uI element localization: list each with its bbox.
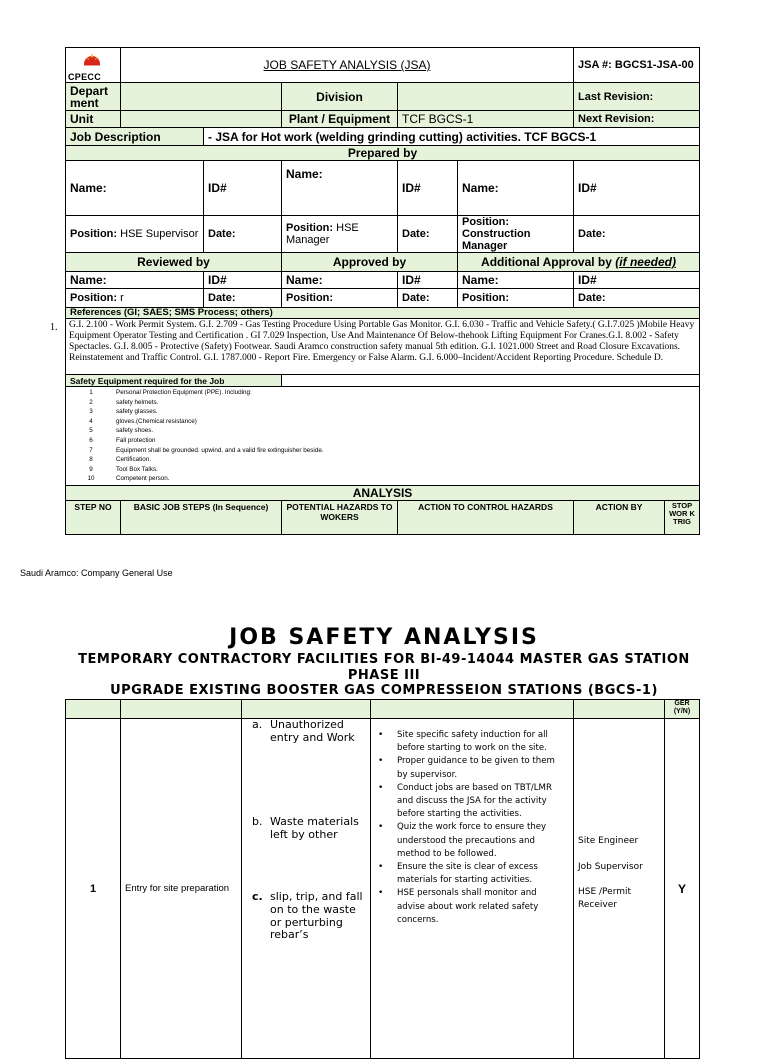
reviewed-by-header: Reviewed by	[66, 253, 282, 272]
references-header: References (GI; SAES; SMS Process; others)	[66, 308, 700, 319]
header-blank	[371, 700, 574, 719]
safety-equipment-list	[66, 387, 700, 486]
additional-name: Name:	[458, 272, 574, 289]
prepared-name-2: Name:	[282, 161, 398, 216]
prepared-date-1: Date:	[204, 216, 282, 253]
list-item: 4 gloves.(Chemical resistance)	[89, 417, 197, 425]
last-revision-label: Last Revision:	[574, 83, 700, 111]
header-blank	[66, 700, 121, 719]
safety-equipment-header-blank	[282, 375, 700, 387]
col-step-no: STEP NO	[66, 500, 121, 534]
additional-approval-header: Additional Approval by (if needed)	[458, 253, 700, 272]
safety-equipment-header: Safety Equipment required for the Job	[66, 375, 282, 387]
page2-subtitle-1: TEMPORARY CONTRACTORY FACILITIES FOR BI-49-14044 MASTER GAS STATION	[78, 652, 690, 667]
cpecc-logo-icon	[82, 51, 102, 67]
prepared-by-header: Prepared by	[66, 146, 700, 161]
prepared-position-2: Position: HSE Manager	[282, 216, 398, 253]
plant-equipment-value: TCF BGCS-1	[398, 111, 574, 128]
classification-footer: Saudi Aramco: Company General Use	[20, 568, 173, 578]
hazard-item: c. slip, trip, and fall on to the waste or perturbing rebar’s	[252, 890, 363, 942]
col-controls: ACTION TO CONTROL HAZARDS	[398, 500, 574, 534]
header-blank	[121, 700, 242, 719]
list-item: 1 Personal Protection Equipment (PPE). Including:	[89, 389, 252, 396]
prepared-id-3: ID#	[574, 161, 700, 216]
jsa-form-table	[65, 47, 700, 535]
prepared-date-2: Date:	[398, 216, 458, 253]
division-value[interactable]	[398, 83, 574, 111]
list-item: 10 Competent person.	[87, 475, 170, 483]
prepared-position-3: Position: Construction Manager	[458, 216, 574, 253]
control-item: • Site specific safety induction for all before starting to work on the site.	[397, 729, 563, 755]
action-by-item: Site Engineer	[578, 836, 639, 846]
prepared-position-1: Position: HSE Supervisor	[66, 216, 204, 253]
prepared-name-3: Name:	[458, 161, 574, 216]
list-item: 8 Certification.	[89, 456, 151, 464]
page2-title: JOB SAFETY ANALYSIS	[229, 625, 539, 650]
stop-work-value: Y	[665, 719, 700, 1059]
unit-value[interactable]	[121, 111, 282, 128]
list-item: 6 Fall protection	[89, 436, 156, 444]
next-revision-label: Next Revision:	[574, 111, 700, 128]
prepared-date-3: Date:	[574, 216, 700, 253]
prepared-id-1: ID#	[204, 161, 282, 216]
reviewed-position: Position: r	[66, 289, 204, 308]
hazard-item: b. Waste materials left by other	[252, 815, 359, 841]
approved-id: ID#	[398, 272, 458, 289]
page2-subtitle-2: PHASE III	[347, 667, 421, 683]
additional-position: Position:	[458, 289, 574, 308]
control-item: • Quiz the work force to ensure they understood the precautions and method to be followed.	[397, 821, 563, 861]
header-blank	[242, 700, 371, 719]
division-label: Division	[282, 83, 398, 111]
page2-title-block	[0, 624, 768, 699]
col-stop-work: STOP WOR K TRIG	[669, 500, 695, 526]
action-by-item: HSE /Permit Receiver	[578, 887, 632, 910]
approved-name: Name:	[282, 272, 398, 289]
table-row	[66, 719, 700, 1059]
list-item: 7 Equipment shall be grounded. upwind. and a valid fire extinguisher beside.	[89, 446, 324, 454]
unit-label: Unit	[66, 111, 121, 128]
prepared-name-1: Name:	[66, 161, 204, 216]
prepared-id-2: ID#	[398, 161, 458, 216]
analysis-header: ANALYSIS	[66, 485, 700, 500]
list-item: 2 safety helmets.	[89, 398, 159, 406]
reviewed-name: Name:	[66, 272, 204, 289]
list-item: 5 safety shoes.	[89, 427, 154, 435]
col-hazards: POTENTIAL HAZARDS TO WOKERS	[282, 500, 398, 534]
department-label: Depart ment	[66, 83, 121, 111]
reviewed-date: Date:	[204, 289, 282, 308]
step-number: 1	[66, 719, 121, 1059]
job-description-value: - JSA for Hot work (welding grinding cutting) activities. TCF BGCS-1	[204, 128, 700, 146]
header-blank	[574, 700, 665, 719]
list-item: 3 safety glasses.	[89, 408, 158, 416]
approved-by-header: Approved by	[282, 253, 458, 272]
controls-cell	[371, 719, 574, 1059]
control-item: • Conduct jobs are based on TBT/LMR and discuss the JSA for the activity before starting the activities.	[397, 782, 563, 822]
references-text: G.I. 2.100 - Work Permit System. G.I. 2.709 - Gas Testing Procedure Using Portable Gas Monitor. G.I. 6.030 - Traffic and Vehicle Safety.( G.I.7.025 )Mobile Heavy Equipment Operator Testing and Certification . GI 7.029 Inspection, Use And Maintenance Of Below-thehook Lifting Equipment For Cranes.G.I. 8.002 - Safety Spectacles. G.I. 8.005 - Protective (Safety) Footwear. Saudi Aramco construction safety manual 5th edition. G.I. 1021.000 Street and Road Closure Excavations. Reinstatement and Traffic Control. G.I. 1787.000 - Report Fire. Emergency or False Alarm. G.I. 6.000–Incident/Accident Reporting Procedure. Schedule D.	[66, 319, 700, 375]
approved-position: Position:	[282, 289, 398, 308]
col-action-stop	[574, 500, 700, 534]
form-title: JOB SAFETY ANALYSIS (JSA)	[121, 48, 574, 83]
control-item: • Proper guidance to be given to them by supervisor.	[397, 755, 563, 781]
list-item: 9 Tool Box Talks.	[89, 465, 158, 473]
department-value[interactable]	[121, 83, 282, 111]
plant-equipment-label: Plant / Equipment	[282, 111, 398, 128]
page2-subtitle-3: UPGRADE EXISTING BOOSTER GAS COMPRESSEION STATIONS (BGCS-1)	[110, 683, 658, 698]
hazard-item: a. Unauthorized entry and Work	[252, 718, 355, 744]
company-logo: CPECC	[66, 48, 121, 83]
action-by-item: Job Supervisor	[578, 861, 643, 872]
hazards-cell	[242, 719, 371, 1059]
control-item: • Ensure the site is clear of excess materials for starting activities.	[397, 861, 563, 887]
job-description-label: Job Description	[66, 128, 204, 146]
analysis-table	[65, 699, 700, 1059]
reviewed-id: ID#	[204, 272, 282, 289]
additional-id: ID#	[574, 272, 700, 289]
action-by-cell	[574, 719, 665, 1059]
control-item: • HSE personals shall monitor and advise about work related safety concerns.	[397, 887, 563, 927]
col-action-by: ACTION BY	[574, 501, 665, 534]
col-basic-steps: BASIC JOB STEPS (In Sequence)	[121, 500, 282, 534]
job-step: Entry for site preparation	[121, 719, 242, 1059]
jsa-number: JSA #: BGCS1-JSA-00	[574, 48, 700, 83]
stop-work-col-header: GER (Y/N)	[665, 700, 700, 719]
references-number: 1.	[50, 322, 58, 333]
additional-date: Date:	[574, 289, 700, 308]
approved-date: Date:	[398, 289, 458, 308]
